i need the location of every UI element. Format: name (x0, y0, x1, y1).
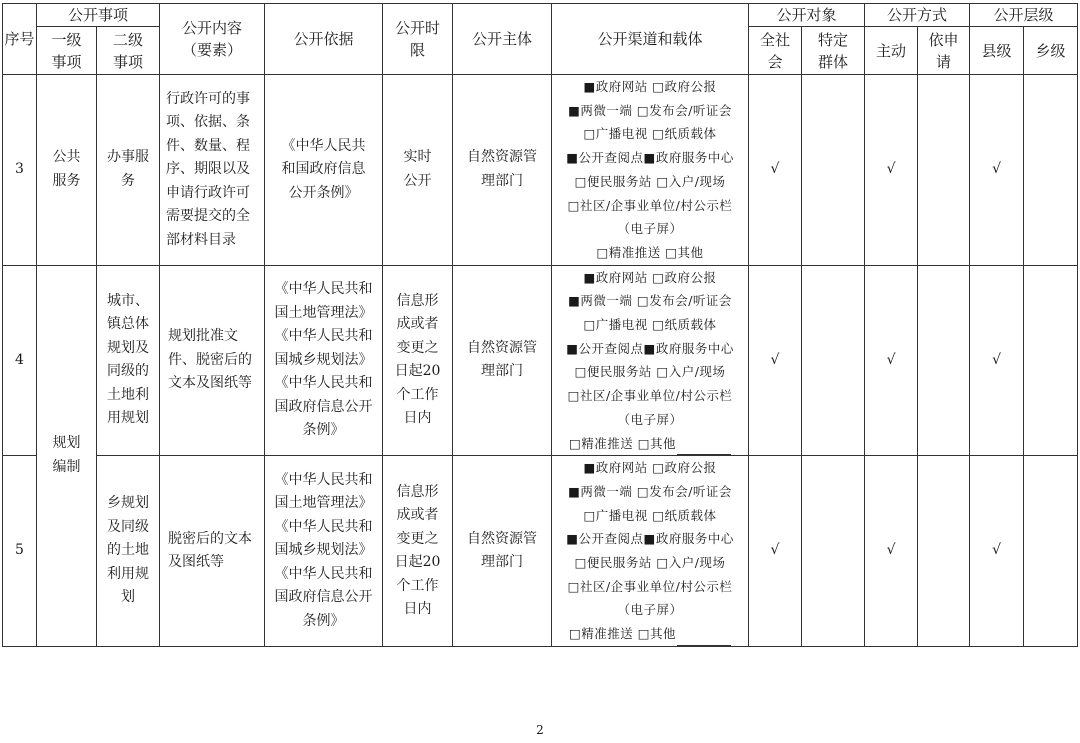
check-township (1024, 75, 1078, 266)
channel-line: □便民服务站 □入户/现场 (574, 173, 726, 189)
channel-line: □便民服务站 □入户/现场 (574, 364, 726, 380)
disclosure-table (2, 3, 1078, 647)
row-time-limit: 实时公开 (383, 75, 453, 266)
check-specific-groups (802, 75, 865, 266)
page-number: 2 (536, 723, 544, 737)
check-township (1024, 456, 1078, 647)
header-matter: 公开事项 (37, 4, 160, 27)
channel-line: ■政府网站 □政府公报 (583, 460, 717, 476)
row-basis: 《中华人民共和国土地管理法》《中华人民共和国城乡规划法》《中华人民共和国政府信息公开条例》 (265, 456, 383, 647)
channel-line: ■公开查阅点■政府服务中心 (566, 531, 734, 547)
channel-line-other (552, 622, 748, 646)
channel-line: ■两微一端 □发布会/听证会 (568, 293, 732, 309)
row-content: 规划批准文件、脱密后的文本及图纸等 (160, 265, 265, 456)
header-audience: 公开对象 (749, 4, 865, 27)
check-active: √ (865, 75, 918, 266)
row-basis: 《中华人民共和国政府信息公开条例》 (265, 75, 383, 266)
channel-line: ■政府网站 □政府公报 (583, 269, 717, 285)
table-row (3, 265, 1078, 456)
row-level2: 城市、镇总体规划及同级的土地利用规划 (97, 265, 160, 456)
check-specific-groups (802, 456, 865, 647)
check-on-request (918, 456, 970, 647)
channel-line: （电子屏） (617, 221, 683, 237)
row-channels (552, 456, 749, 647)
header-township: 乡级 (1024, 27, 1078, 75)
row-level1: 公共服务 (37, 75, 97, 266)
header-channel: 公开渠道和载体 (552, 4, 749, 75)
check-on-request (918, 265, 970, 456)
row-time-limit: 信息形成或者变更之日起20个工作日内 (383, 265, 453, 456)
check-county: √ (970, 75, 1024, 266)
channel-line: ■公开查阅点■政府服务中心 (566, 150, 734, 166)
header-content: 公开内容（要素） (160, 4, 265, 75)
header-row-1 (3, 4, 1078, 27)
header-on-request: 依申请 (918, 27, 970, 75)
channel-line: ■政府网站 □政府公报 (583, 79, 717, 94)
header-time-limit: 公开时限 (383, 4, 453, 75)
fill-blank-line (677, 440, 731, 455)
row-subject: 自然资源管理部门 (453, 265, 552, 456)
check-specific-groups (802, 265, 865, 456)
header-subject: 公开主体 (453, 4, 552, 75)
row-seq: 5 (3, 456, 37, 647)
header-specific-groups: 特定群体 (802, 27, 865, 75)
channel-line: □社区/企事业单位/村公示栏 (567, 388, 733, 404)
row-subject: 自然资源管理部门 (453, 456, 552, 647)
row-level2: 办事服务 (97, 75, 160, 266)
check-on-request (918, 75, 970, 266)
fill-blank-line (677, 631, 731, 646)
channel-line: □社区/企事业单位/村公示栏 (567, 197, 733, 213)
channel-line: □精准推送 □其他 (596, 244, 704, 260)
table-row (3, 456, 1078, 647)
check-all-society: √ (749, 75, 802, 266)
check-county: √ (970, 265, 1024, 456)
check-county: √ (970, 456, 1024, 647)
row-channels (552, 265, 749, 456)
table-row (3, 75, 1078, 266)
row-subject: 自然资源管理部门 (453, 75, 552, 266)
header-basis: 公开依据 (265, 4, 383, 75)
row-channels (552, 75, 749, 266)
row-level2: 乡规划及同级的土地利用规划 (97, 456, 160, 647)
channel-line: ■两微一端 □发布会/听证会 (568, 102, 732, 118)
header-seq: 序号 (3, 4, 37, 75)
row-level1: 规划编制 (37, 265, 97, 646)
check-active: √ (865, 456, 918, 647)
header-all-society: 全社会 (749, 27, 802, 75)
channel-line: （电子屏） (617, 411, 683, 427)
header-level2: 二级事项 (97, 27, 160, 75)
header-active: 主动 (865, 27, 918, 75)
header-level: 公开层级 (970, 4, 1078, 27)
header-level1: 一级事项 (37, 27, 97, 75)
header-method: 公开方式 (865, 4, 970, 27)
row-seq: 4 (3, 265, 37, 456)
channel-line: □广播电视 □纸质载体 (583, 126, 717, 142)
check-all-society: √ (749, 265, 802, 456)
check-all-society: √ (749, 456, 802, 647)
channel-line-other (552, 432, 748, 456)
channel-line: ■公开查阅点■政府服务中心 (566, 340, 734, 356)
row-basis: 《中华人民共和国土地管理法》《中华人民共和国城乡规划法》《中华人民共和国政府信息公开条例》 (265, 265, 383, 456)
channel-line-other-text: □精准推送 □其他 (568, 626, 677, 642)
check-township (1024, 265, 1078, 456)
row-time-limit: 信息形成或者变更之日起20个工作日内 (383, 456, 453, 647)
channel-line: ■两微一端 □发布会/听证会 (568, 483, 732, 499)
check-active: √ (865, 265, 918, 456)
row-seq: 3 (3, 75, 37, 266)
channel-line-other-text: □精准推送 □其他 (568, 435, 677, 451)
row-content: 脱密后的文本及图纸等 (160, 456, 265, 647)
channel-line: □广播电视 □纸质载体 (583, 507, 717, 523)
row-content: 行政许可的事项、依据、条件、数量、程序、期限以及申请行政许可需要提交的全部材料目录 (160, 75, 265, 266)
channel-line: □社区/企事业单位/村公示栏 (567, 578, 733, 594)
channel-line: （电子屏） (617, 602, 683, 618)
header-county: 县级 (970, 27, 1024, 75)
channel-line: □便民服务站 □入户/现场 (574, 555, 726, 571)
channel-line: □广播电视 □纸质载体 (583, 317, 717, 333)
